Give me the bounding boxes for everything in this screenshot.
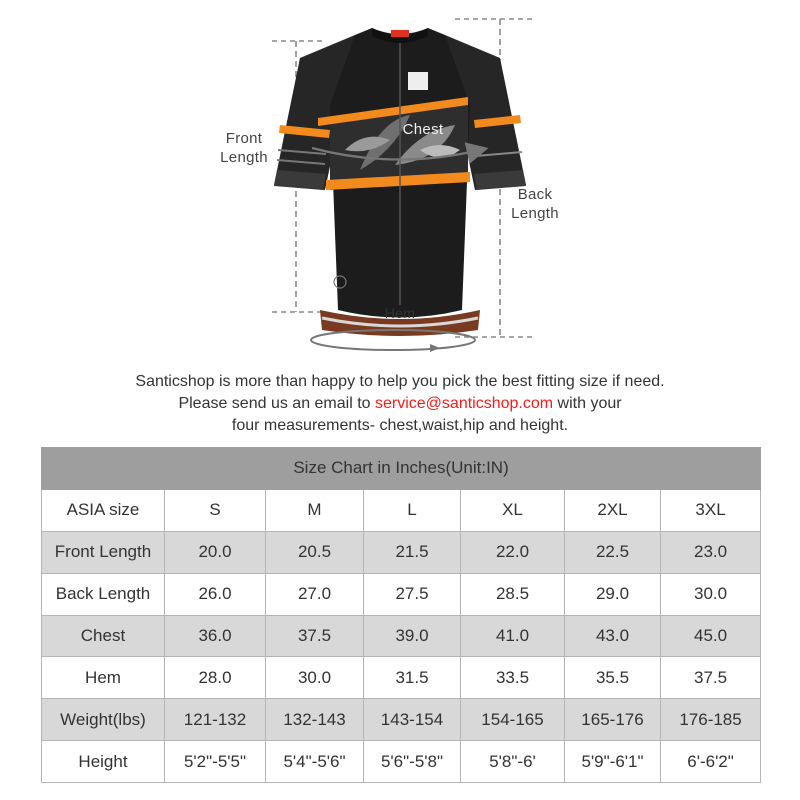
brand-logo-patch bbox=[408, 72, 428, 90]
table-cell: 23.0 bbox=[661, 531, 761, 573]
back-length-label: Back Length bbox=[511, 186, 559, 222]
table-cell: 22.5 bbox=[565, 531, 661, 573]
table-cell: 37.5 bbox=[266, 615, 364, 657]
table-cell: 45.0 bbox=[661, 615, 761, 657]
table-cell: 30.0 bbox=[661, 573, 761, 615]
intro-line-2 bbox=[0, 393, 800, 415]
row-label: Back Length bbox=[42, 573, 165, 615]
table-row bbox=[42, 699, 761, 741]
size-header-cell: 2XL bbox=[565, 489, 661, 531]
table-cell: 165-176 bbox=[565, 699, 661, 741]
size-header-cell: XL bbox=[461, 489, 565, 531]
table-cell: 21.5 bbox=[364, 531, 461, 573]
table-cell: 20.5 bbox=[266, 531, 364, 573]
table-cell: 6'-6'2" bbox=[661, 741, 761, 783]
table-cell: 5'6"-5'8" bbox=[364, 741, 461, 783]
table-row bbox=[42, 657, 761, 699]
front-length-label: Front Length bbox=[220, 130, 268, 166]
size-header-row bbox=[42, 489, 761, 531]
size-header-cell: L bbox=[364, 489, 461, 531]
table-cell: 27.0 bbox=[266, 573, 364, 615]
table-row bbox=[42, 741, 761, 783]
intro-line-2-start: Please send us an email to bbox=[178, 395, 375, 412]
intro-text bbox=[0, 371, 800, 437]
row-label: Front Length bbox=[42, 531, 165, 573]
table-cell: 31.5 bbox=[364, 657, 461, 699]
table-cell: 22.0 bbox=[461, 531, 565, 573]
chest-label: Chest bbox=[402, 121, 444, 138]
size-chart-title: Size Chart in Inches(Unit:IN) bbox=[42, 448, 761, 490]
table-cell: 143-154 bbox=[364, 699, 461, 741]
table-row bbox=[42, 615, 761, 657]
table-cell: 43.0 bbox=[565, 615, 661, 657]
table-row bbox=[42, 573, 761, 615]
intro-line-1: Santicshop is more than happy to help you pick the best fitting size if need. bbox=[135, 373, 665, 390]
row-label: Height bbox=[42, 741, 165, 783]
table-cell: 35.5 bbox=[565, 657, 661, 699]
size-header-cell: M bbox=[266, 489, 364, 531]
table-cell: 5'4"-5'6" bbox=[266, 741, 364, 783]
size-chart-title-row bbox=[42, 448, 761, 490]
table-cell: 176-185 bbox=[661, 699, 761, 741]
row-label: Chest bbox=[42, 615, 165, 657]
size-header-cell: S bbox=[165, 489, 266, 531]
table-cell: 20.0 bbox=[165, 531, 266, 573]
table-cell: 37.5 bbox=[661, 657, 761, 699]
jersey-body bbox=[274, 28, 526, 336]
table-cell: 5'9"-6'1" bbox=[565, 741, 661, 783]
hem-label: Hem bbox=[384, 305, 416, 321]
table-cell: 28.0 bbox=[165, 657, 266, 699]
email-link[interactable]: service@santicshop.com bbox=[375, 395, 554, 412]
intro-line-2-end: with your bbox=[553, 395, 622, 412]
table-cell: 5'2"-5'5" bbox=[165, 741, 266, 783]
intro-line-3: four measurements- chest,waist,hip and height. bbox=[231, 417, 569, 434]
table-cell: 28.5 bbox=[461, 573, 565, 615]
table-row bbox=[42, 531, 761, 573]
table-cell: 39.0 bbox=[364, 615, 461, 657]
table-cell: 5'8"-6' bbox=[461, 741, 565, 783]
size-header-label: ASIA size bbox=[42, 489, 165, 531]
table-cell: 132-143 bbox=[266, 699, 364, 741]
row-label: Hem bbox=[42, 657, 165, 699]
table-cell: 33.5 bbox=[461, 657, 565, 699]
row-label: Weight(lbs) bbox=[42, 699, 165, 741]
size-chart-table bbox=[41, 447, 761, 783]
table-cell: 41.0 bbox=[461, 615, 565, 657]
table-cell: 30.0 bbox=[266, 657, 364, 699]
table-cell: 26.0 bbox=[165, 573, 266, 615]
table-cell: 154-165 bbox=[461, 699, 565, 741]
size-header-cell: 3XL bbox=[661, 489, 761, 531]
table-cell: 36.0 bbox=[165, 615, 266, 657]
table-cell: 27.5 bbox=[364, 573, 461, 615]
table-cell: 29.0 bbox=[565, 573, 661, 615]
table-cell: 121-132 bbox=[165, 699, 266, 741]
